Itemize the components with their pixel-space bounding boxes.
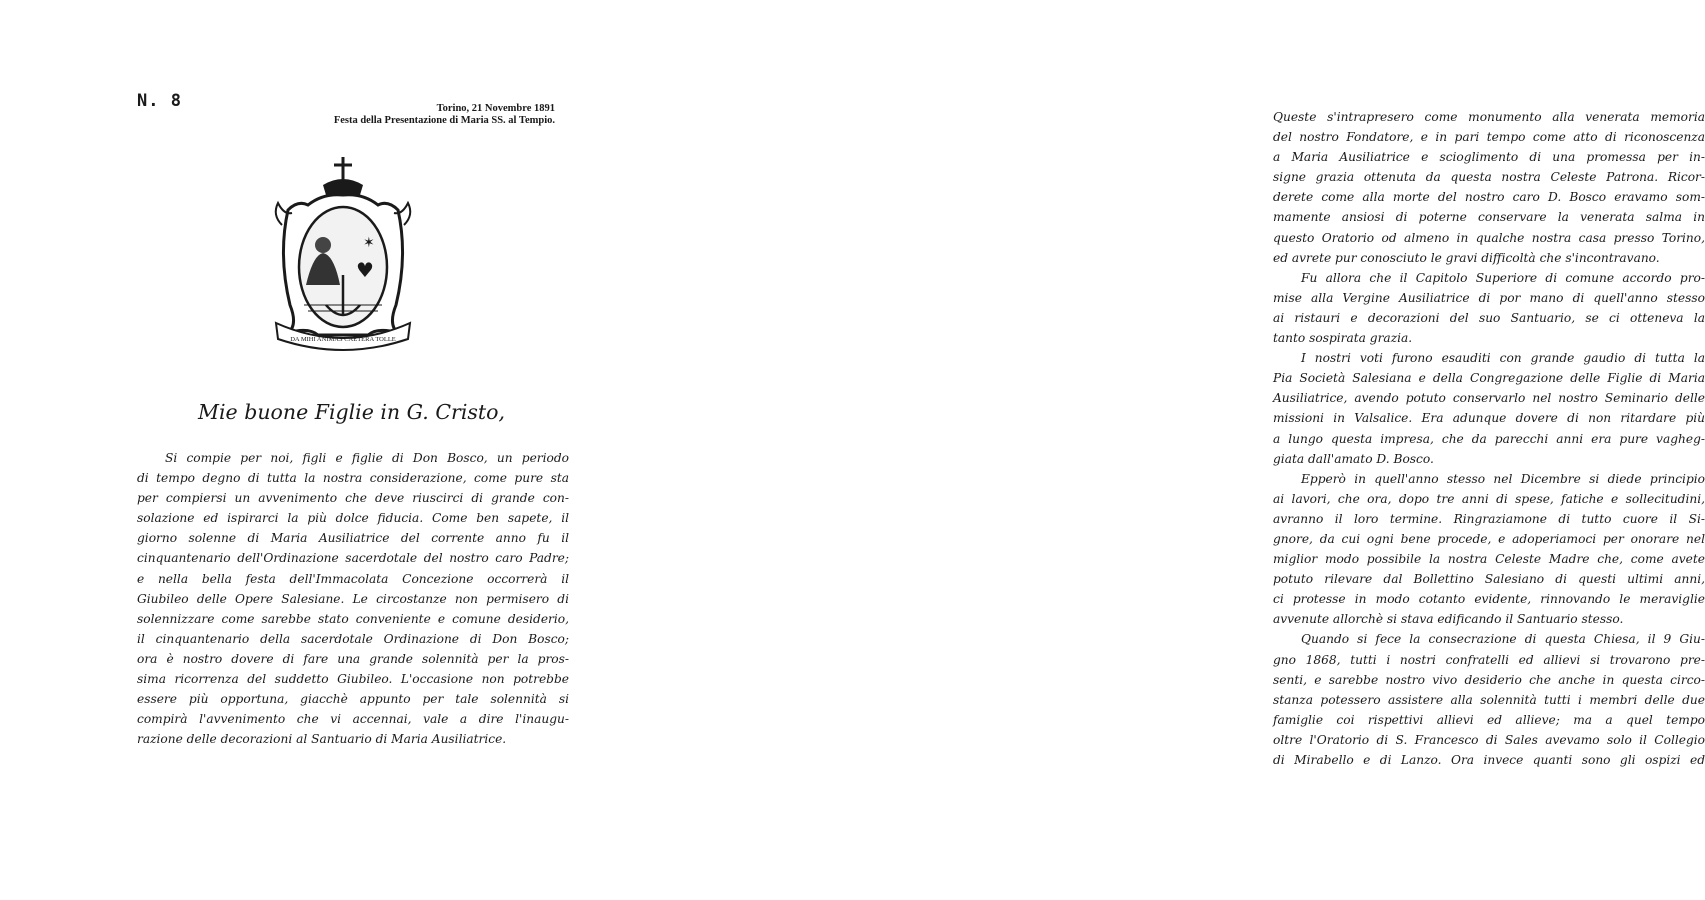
svg-text:✶: ✶ [363, 235, 375, 251]
emblem-icon [268, 155, 418, 355]
text-line: signe grazia ottenuta da questa nostra Celeste Patrona. Ricor- [1273, 170, 1705, 185]
text-line: questo Oratorio od almeno in qualche nostra casa presso Torino, [1273, 230, 1705, 245]
text-line: solennizzare come sarebbe stato conveniente e comune desiderio, [137, 611, 569, 626]
text-line: Epperò in quell'anno stesso nel Dicembre si diede principio [1301, 471, 1705, 486]
text-line: giorno solenne di Maria Ausiliatrice del corrente anno fu il [137, 531, 569, 546]
text-line: del nostro Fondatore, e in pari tempo come atto di riconoscenza [1273, 130, 1705, 145]
text-line: il cinquantenario della sacerdotale Ordinazione di Don Bosco; [137, 631, 569, 646]
salesian-emblem [268, 155, 418, 355]
left-page [0, 0, 614, 900]
text-line: I nostri voti furono esauditi con grande gaudio di tutta la [1301, 351, 1705, 366]
text-line: derete come alla morte del nostro caro D. Bosco eravamo som- [1273, 190, 1705, 205]
text-line: famiglie coi rispettivi allievi ed allieve; ma a quel tempo [1273, 712, 1705, 727]
text-line: miglior modo possibile la nostra Celeste Madre che, come avete [1273, 552, 1705, 567]
text-line: potuto rilevare dal Bollettino Salesiano di questi ultimi anni, [1273, 572, 1705, 587]
text-line: giata dall'amato D. Bosco. [1273, 451, 1434, 466]
letter-body-left [137, 448, 569, 749]
right-page [614, 0, 1705, 900]
dateline [290, 103, 555, 127]
text-line: solazione ed ispirarci la più dolce fiducia. Come ben sapete, il [137, 511, 569, 526]
svg-text:♥: ♥ [356, 258, 374, 282]
text-line: ci protesse in modo cotanto evidente, rinnovando le meraviglie [1273, 592, 1705, 607]
text-line: gnore, da cui ogni bene procede, e adoperiamoci per onorare nel [1273, 531, 1705, 546]
feast-line: Festa della Presentazione di Maria SS. al Tempio. [333, 115, 555, 126]
date-line: Torino, 21 Novembre 1891 [436, 103, 555, 114]
letter-body-right [1273, 107, 1705, 770]
text-line: sima ricorrenza del suddetto Giubileo. L'occasione non potrebbe [137, 672, 569, 687]
emblem-motto: DA MIHI ANIMAS CAETERA TOLLE [290, 336, 396, 343]
text-line: Fu allora che il Capitolo Superiore di comune accordo pro- [1301, 270, 1705, 285]
text-line: oltre l'Oratorio di S. Francesco di Sales avevamo solo il Collegio [1273, 732, 1705, 747]
text-line: ed avrete pur conosciuto le gravi difficoltà che s'incontravano. [1273, 250, 1660, 265]
text-line: tanto sospirata grazia. [1273, 331, 1413, 346]
text-line: a Maria Ausiliatrice e scioglimento di una promessa per in- [1273, 150, 1705, 165]
text-line: compirà l'avvenimento che vi accennai, vale a dire l'inaugu- [137, 712, 569, 727]
text-line: cinquantenario dell'Ordinazione sacerdotale del nostro caro Padre; [137, 551, 569, 566]
text-line: a lungo questa impresa, che da parecchi anni era pure vagheg- [1273, 431, 1705, 446]
text-line: missioni in Valsalice. Era adunque dovere di non ritardare più [1273, 411, 1705, 426]
text-line: ai ristauri e decorazioni del suo Santuario, se ci otteneva la [1273, 310, 1705, 325]
text-line: di tempo degno di tutta la nostra considerazione, come pure sta [137, 471, 569, 486]
text-line: avranno il loro termine. Ringraziamone di tutto cuore il Si- [1273, 511, 1705, 526]
text-line: essere più opportuna, giacchè appunto per tale solennità si [137, 692, 569, 707]
text-line: Queste s'intrapresero come monumento alla venerata memoria [1273, 110, 1705, 124]
text-line: senti, e sarebbe nostro vivo desiderio che anche in questa circo- [1273, 672, 1705, 687]
text-line: avvenute allorchè si stava edificando il Santuario stesso. [1273, 612, 1624, 627]
text-line: ai lavori, che ora, dopo tre anni di spese, fatiche e sollecitudini, [1273, 491, 1705, 506]
text-line: di Mirabello e di Lanzo. Ora invece quanti sono gli ospizi ed [1273, 753, 1705, 767]
issue-number: N. 8 [137, 91, 182, 111]
text-line: Ausiliatrice, avendo potuto conservarlo nel nostro Seminario delle [1273, 391, 1705, 406]
salutation: Mie buone Figlie in G. Cristo, [198, 400, 505, 424]
text-line: Pia Società Salesiana e della Congregazione delle Figlie di Maria [1273, 371, 1705, 386]
text-line: Quando si fece la consecrazione di questa Chiesa, il 9 Giu- [1301, 632, 1705, 647]
text-line: razione delle decorazioni al Santuario di Maria Ausiliatrice. [137, 732, 507, 747]
text-line: Giubileo delle Opere Salesiane. Le circostanze non permisero di [137, 591, 569, 606]
text-line: gno 1868, tutti i nostri confratelli ed allievi si trovarono pre- [1273, 652, 1705, 667]
text-line: stanza potessero assistere alla solennità tutti i membri delle due [1273, 692, 1705, 707]
text-line: e nella bella festa dell'Immacolata Concezione occorrerà il [137, 571, 569, 586]
text-line: per compiersi un avvenimento che deve riuscirci di grande con- [137, 491, 569, 506]
text-line: mamente ansiosi di poterne conservare la venerata salma in [1273, 210, 1705, 225]
text-line: ora è nostro dovere di fare una grande solennità per la pros- [137, 651, 569, 666]
text-line: mise alla Vergine Ausiliatrice di por mano di quell'anno stesso [1273, 290, 1705, 305]
text-line: Si compie per noi, figli e figlie di Don Bosco, un periodo [165, 451, 569, 465]
